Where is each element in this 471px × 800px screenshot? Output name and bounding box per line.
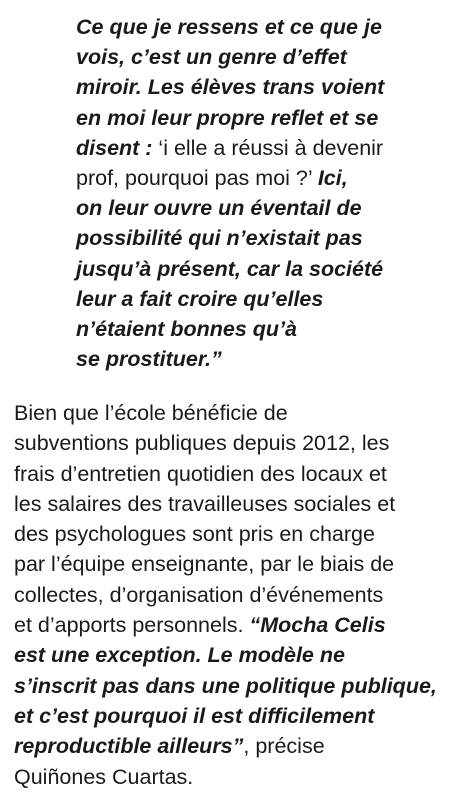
body-text-run: et d’apports personnels. [14, 613, 250, 638]
body-line: des psychologues sont pris en charge [14, 522, 375, 547]
body-line: frais d’entretien quotidien des locaux et [14, 461, 387, 486]
pull-quote [76, 12, 456, 374]
quote-line: vois, c’est un genre d’effet [76, 45, 347, 70]
quote-line: n’étaient bonnes qu’à [76, 317, 297, 342]
quote-inner-speech: ‘i elle a réussi à devenir [158, 135, 384, 160]
body-line [14, 731, 469, 761]
body-quote-run: “Mocha Celis [249, 613, 386, 638]
quote-inner-speech: prof, pourquoi pas moi ?’ [76, 166, 318, 191]
body-text-run: , précise [243, 734, 325, 759]
quote-emphasis: disent : [76, 135, 159, 160]
quote-line [76, 133, 456, 163]
body-line: Bien que l’école bénéficie de [14, 401, 288, 425]
quote-line: jusqu’à présent, car la société [76, 256, 384, 281]
body-line: les salaires des travailleuses sociales et [14, 491, 396, 516]
body-line: s’inscrit pas dans une politique publique, [14, 673, 437, 698]
body-line: par l’équipe enseignante, par le biais de [14, 552, 395, 577]
quote-line: possibilité qui n’existait pas [76, 226, 363, 251]
body-line: collectes, d’organisation d’événements [14, 582, 384, 607]
body-line [14, 610, 469, 640]
body-quote-run: reproductible ailleurs” [14, 734, 244, 759]
quote-emphasis: Ici, [317, 166, 348, 191]
body-line: est une exception. Le modèle ne [14, 643, 345, 668]
quote-line: on leur ouvre un éventail de [76, 196, 362, 221]
quote-line: se prostituer.” [76, 347, 222, 372]
quote-line [76, 163, 456, 193]
body-line: Quiñones Cuartas. [14, 764, 194, 789]
quote-line: Ce que je ressens et ce que je [76, 15, 382, 39]
quote-line: leur a fait croire qu’elles [76, 286, 324, 311]
body-paragraph [14, 398, 469, 792]
body-line: subventions publiques depuis 2012, les [14, 431, 390, 456]
body-line: et c’est pourquoi il est difficilement [14, 703, 375, 728]
quote-line: miroir. Les élèves trans voient [76, 75, 385, 100]
quote-line: en moi leur propre reflet et se [76, 105, 379, 130]
